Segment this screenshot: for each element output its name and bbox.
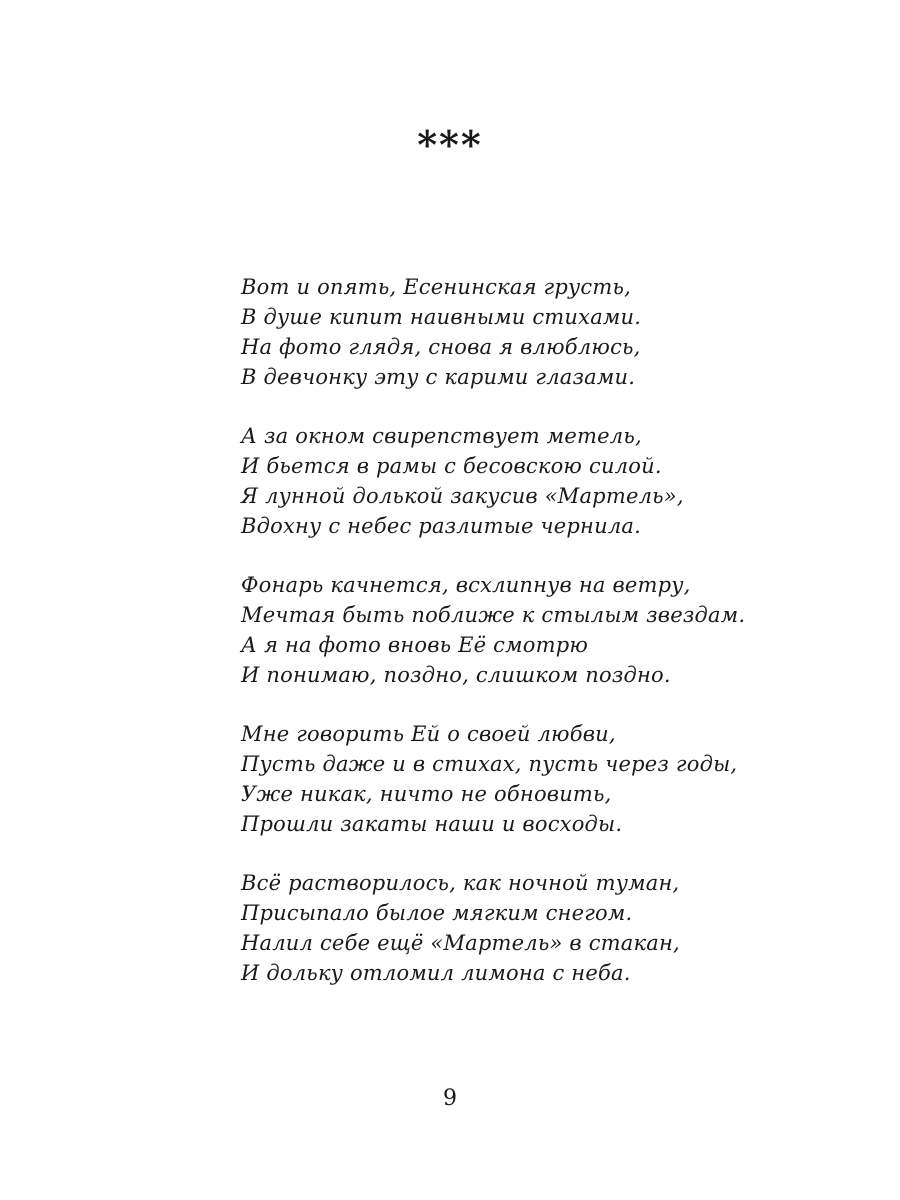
poem-line: Всё растворилось, как ночной туман, <box>241 871 680 895</box>
poem-line: На фото глядя, снова я влюблюсь, <box>241 335 641 359</box>
poem-line: Прошли закаты наши и восходы. <box>241 812 623 836</box>
poem-line: Вдохну с небес разлитые чернила. <box>241 514 641 538</box>
stanza <box>241 272 861 392</box>
poem-line: А я на фото вновь Её смотрю <box>241 633 589 657</box>
poem-line: Я лунной долькой закусив «Мартель», <box>241 484 684 508</box>
poem-line: Вот и опять, Есенинская грусть, <box>241 275 631 299</box>
poem-line: Присыпало былое мягким снегом. <box>241 901 633 925</box>
stanza <box>241 719 861 839</box>
poem-line: И бьется в рамы с бесовскою силой. <box>241 454 662 478</box>
stanza <box>241 421 861 541</box>
page-number: 9 <box>443 1086 457 1111</box>
poem-line: В душе кипит наивными стихами. <box>241 305 642 329</box>
poem-line: Пусть даже и в стихах, пусть через годы, <box>241 752 738 776</box>
poem-line: И понимаю, поздно, слишком поздно. <box>241 663 671 687</box>
poem-line: А за окном свирепствует метель, <box>241 424 642 448</box>
poem-line: Мне говорить Ей о своей любви, <box>241 722 616 746</box>
stanza <box>241 868 861 988</box>
poem-line: И дольку отломил лимона с неба. <box>241 961 631 985</box>
poem-line: Мечтая быть поближе к стылым звездам. <box>241 603 746 627</box>
poem-line: В девчонку эту с карими глазами. <box>241 365 636 389</box>
poem-line: Налил себе ещё «Мартель» в стакан, <box>241 931 680 955</box>
poem-body <box>241 272 861 1017</box>
poem-title: *** <box>417 122 483 167</box>
stanza <box>241 570 861 690</box>
poem-line: Фонарь качнется, всхлипнув на ветру, <box>241 573 691 597</box>
poem-line: Уже никак, ничто не обновить, <box>241 782 612 806</box>
